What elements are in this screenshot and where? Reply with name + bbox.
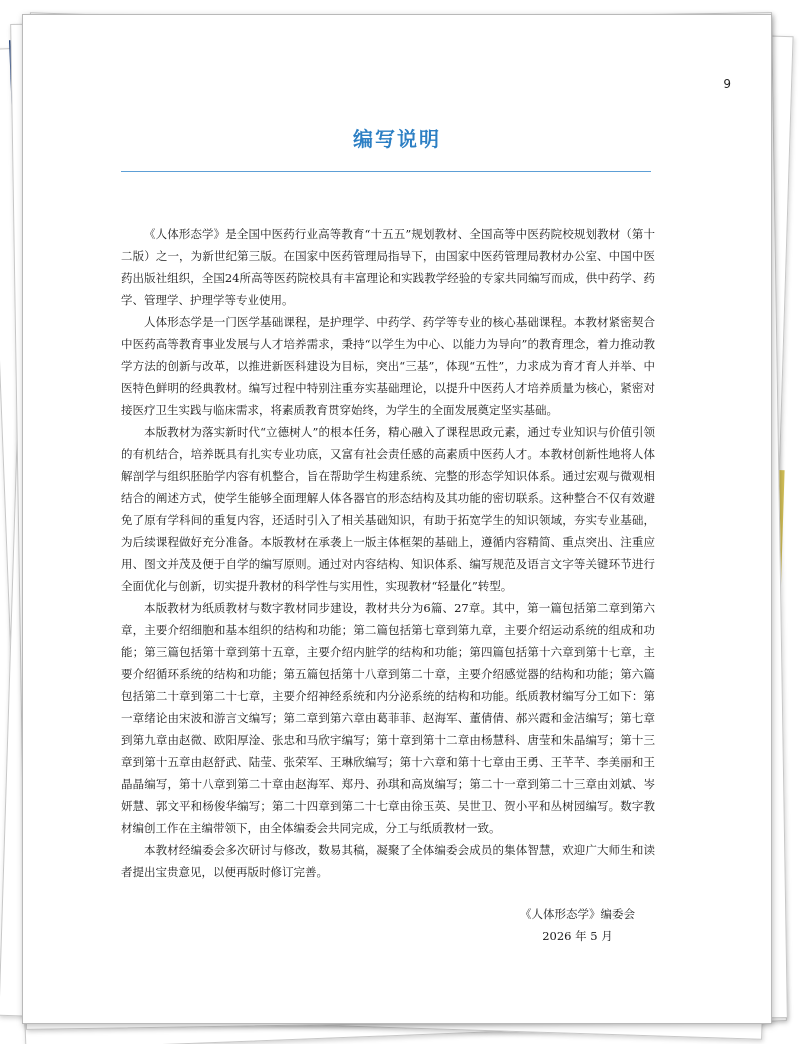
paragraph-features: 本版教材为落实新时代“立德树人”的根本任务，精心融入了课程思政元素，通过专业知识与价值引领的有机结合，培养既具有扎实专业功底，又富有社会责任感的高素质中医药人才。本教材创新性地将人体解剖学与组织胚胎学内容有机整合，旨在帮助学生构建系统、完整的形态学知识体系。通过宏观与微观相结合的阐述方式，使学生能够全面理解人体各器官的形态结构及其功能的密切联系。这种整合不仅有效避免了原有学科间的重复内容，还适时引入了相关基础知识，有助于拓宽学生的知识领域，夯实专业基础，为后续课程做好充分准备。本版教材在承袭上一版主体框架的基础上，遵循内容精简、重点突出、注重应用、图文并茂及便于自学的编写原则。通过对内容结构、知识体系、编写规范及语言文字等关键环节进行全面优化与创新，切实提升教材的科学性与实用性，实现教材“轻量化”转型。 <box>121 425 655 593</box>
signature-committee: 《人体形态学》编委会 <box>520 907 635 921</box>
document-page <box>22 14 772 1024</box>
signature-block <box>520 903 635 947</box>
page-number: 9 <box>723 77 731 91</box>
paragraph-course: 人体形态学是一门医学基础课程，是护理学、中药学、药学等专业的核心基础课程。本教材紧密契合中医药高等教育事业发展与人才培养需求，秉持“以学生为中心、以能力为导向”的教育理念，着力推动教学方法的创新与改革，以推进新医科建设为目标，突出“三基”，体现“五性”，力求成为育才育人并举、中医特色鲜明的经典教材。编写过程中特别注重夯实基础理论，以提升中医药人才培养质量为核心，紧密对接医疗卫生实践与临床需求，将素质教育贯穿始终，为学生的全面发展奠定坚实基础。 <box>121 315 655 417</box>
paragraph-closing: 本教材经编委会多次研讨与修改，数易其稿，凝聚了全体编委会成员的集体智慧，欢迎广大师生和读者提出宝贵意见，以便再版时修订完善。 <box>121 843 655 879</box>
paragraph-structure: 本版教材为纸质教材与数字教材同步建设，教材共分为6篇、27章。其中，第一篇包括第二章到第六章，主要介绍细胞和基本组织的结构和功能；第二篇包括第七章到第九章，主要介绍运动系统的组成和功能；第三篇包括第十章到第十五章，主要介绍内脏学的结构和功能；第四篇包括第十六章到第十七章，主要介绍循环系统的结构和功能；第五篇包括第十八章到第二十章，主要介绍感觉器的结构和功能；第六篇包括第二十章到第二十七章，主要介绍神经系统和内分泌系统的结构和功能。纸质教材编写分工如下：第一章绪论由宋波和游言文编写；第二章到第六章由葛菲菲、赵海军、董倩倩、郝兴霞和金洁编写；第七章到第九章由赵微、欧阳厚淦、张忠和马欣宇编写；第十章到第十二章由杨慧科、唐莹和朱晶编写；第十三章到第十五章由赵舒武、陆莹、张荣军、王琳欣编写；第十六章和第十七章由王勇、王芊芊、李美丽和王晶晶编写，第十八章到第二十章由赵海军、郑丹、孙琪和高岚编写；第二十一章到第二十三章由刘斌、岑妍慧、郭文平和杨俊华编写；第二十四章到第二十七章由徐玉英、吴世卫、贺小平和丛树园编写。数字教材编创工作在主编带领下，由全体编委会共同完成，分工与纸质教材一致。 <box>121 601 655 835</box>
signature-date: 2026 年 5 月 <box>542 929 613 943</box>
title-divider <box>121 171 651 172</box>
page-title: 编写说明 <box>353 127 441 151</box>
body-text <box>121 223 655 883</box>
paragraph-intro: 《人体形态学》是全国中医药行业高等教育“十五五”规划教材、全国高等中医药院校规划教材（第十二版）之一，为新世纪第三版。在国家中医药管理局指导下，由国家中医药管理局教材办公室、中国中医药出版社组织，全国24所高等医药院校具有丰富理论和实践教学经验的专家共同编写而成，供中药学、药学、管理学、护理学等专业使用。 <box>121 227 655 307</box>
